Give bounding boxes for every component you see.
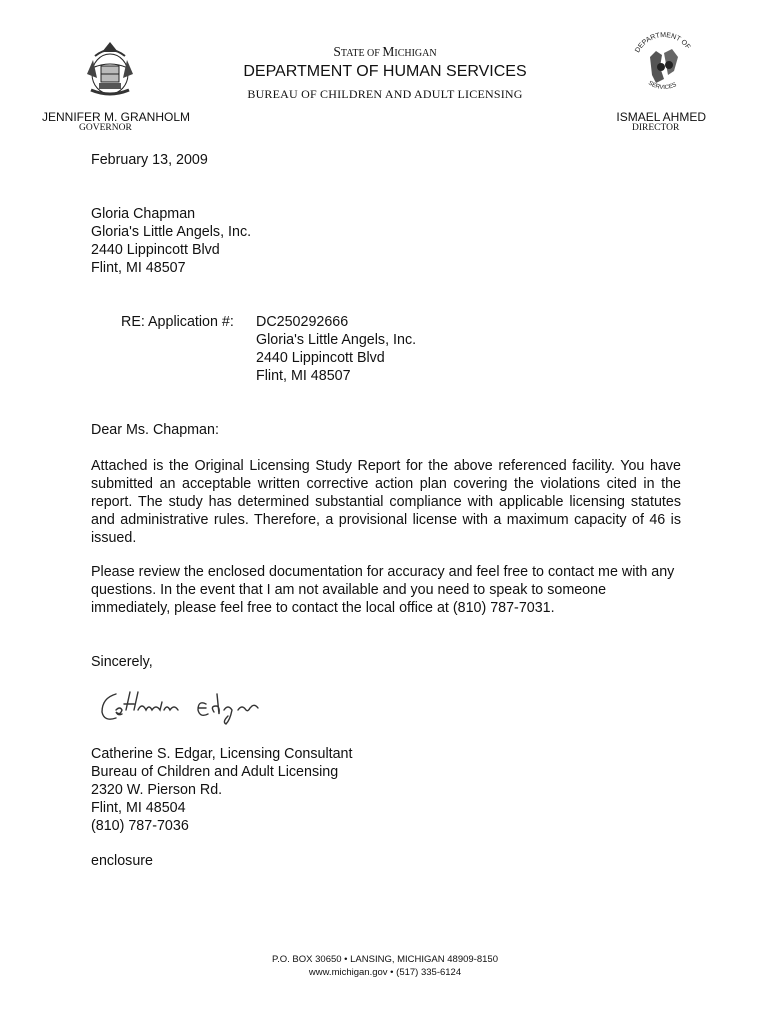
signer-block: [91, 745, 352, 835]
department-heading: DEPARTMENT OF HUMAN SERVICES: [243, 63, 527, 80]
signer-phone: (810) 787-7036: [91, 818, 189, 834]
letter-date: February 13, 2009: [91, 152, 208, 168]
recipient-address: [91, 205, 251, 277]
state-text-part1: TATE OF: [340, 48, 383, 59]
signer-name-title: Catherine S. Edgar, Licensing Consultant: [91, 746, 353, 762]
bureau-heading: BUREAU OF CHILDREN AND ADULT LICENSING: [247, 87, 523, 101]
svg-text:SERVICES: SERVICES: [646, 80, 678, 92]
salutation: Dear Ms. Chapman:: [91, 422, 219, 438]
re-label: RE: Application #:: [121, 314, 234, 330]
recipient-line: Gloria Chapman: [91, 206, 196, 222]
governor-name: JENNIFER M. GRANHOLM: [42, 110, 191, 124]
director-title: DIRECTOR: [632, 123, 680, 133]
signer-line: 2320 W. Pierson Rd.: [91, 782, 223, 798]
state-of-michigan-heading: [0, 44, 770, 60]
re-line: Flint, MI 48507: [256, 368, 351, 384]
re-line: Gloria's Little Angels, Inc.: [256, 332, 417, 348]
enclosure-note: enclosure: [91, 853, 153, 869]
recipient-line: 2440 Lippincott Blvd: [91, 242, 220, 258]
body-paragraph-2: Please review the enclosed documentation for accuracy and feel free to contact me with any questions. In the event that I am not available and you need to speak to someone immediately, please feel free to contact the local office at (810) 787-7031.: [91, 564, 675, 616]
governor-title: GOVERNOR: [79, 123, 132, 133]
state-letter-m: M: [382, 44, 395, 59]
director-name: ISMAEL AHMED: [616, 110, 706, 124]
re-line: 2440 Lippincott Blvd: [256, 350, 385, 366]
signer-line: Flint, MI 48504: [91, 800, 186, 816]
footer-address: P.O. BOX 30650 • LANSING, MICHIGAN 48909-8150: [272, 954, 498, 965]
application-number: DC250292666: [256, 314, 349, 330]
state-text-part2: ICHIGAN: [394, 48, 437, 59]
re-details: [256, 313, 416, 385]
recipient-line: Flint, MI 48507: [91, 260, 186, 276]
body-paragraph-1: Attached is the Original Licensing Study Report for the above referenced facility. You have submitted an acceptable written corrective action plan covering the violations cited in the report. The study has determined substantial compliance with applicable licensing statutes and administrative rules. Therefore, a provisional license with a maximum capacity of 46 is issued.: [91, 458, 681, 546]
state-letter-s: S: [333, 44, 341, 59]
signer-line: Bureau of Children and Adult Licensing: [91, 764, 339, 780]
closing: Sincerely,: [91, 654, 153, 670]
footer-contact: www.michigan.gov • (517) 335-6124: [308, 967, 462, 978]
recipient-line: Gloria's Little Angels, Inc.: [91, 224, 252, 240]
handwritten-signature: [94, 680, 314, 730]
svg-text:DEPARTMENT OF: DEPARTMENT OF: [634, 31, 692, 55]
